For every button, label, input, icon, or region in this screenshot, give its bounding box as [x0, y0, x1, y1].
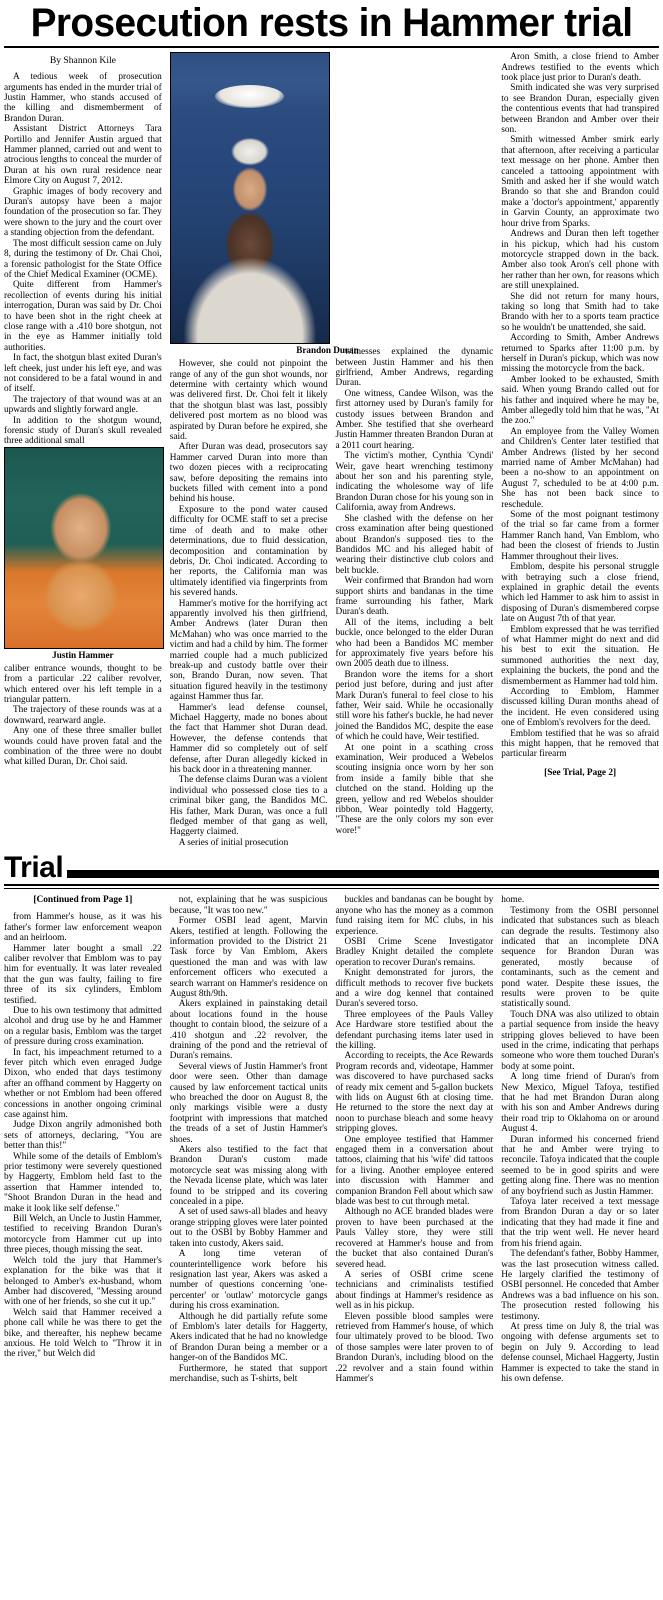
- brandon-duran-photo: [170, 52, 330, 344]
- paragraph: Emblom testified that he was so afraid this might happen, that he removed that particular firearm: [501, 728, 659, 760]
- continuation-header: [4, 851, 659, 885]
- jump-line[interactable]: [See Trial, Page 2]: [544, 767, 617, 778]
- paragraph: According to receipts, the Ace Rewards Program records and, videotape, Hammer was discovered to have purchased sacks of ready mix cement and 5-gallon buckets with lids on August 6th at closing time. He returned to the store the next day at noon to purchase bleach and some heavy stripping gloves.: [335, 1051, 494, 1135]
- headline-rule: [4, 46, 659, 48]
- paragraph: Welch told the jury that Hammer's explanation for the bike was that it belonged to Amber's ex-husband, whom Amber had discovered, "Messing around with one of her friends, so she cut it up.": [4, 1255, 162, 1308]
- paragraph: Former OSBI lead agent, Marvin Akers, testified at length. Following the information provided to the District 21 Task force by Van Emblom, Akers questioned the man and was with law enforcement officers who executed a search warrant on Hammer's residence on August 8th/9th.: [169, 916, 328, 999]
- continued-column-3: [336, 895, 494, 1384]
- paragraph: The trajectory of that wound was at an upwards and slightly forward angle.: [4, 394, 162, 416]
- paragraph: Knight demonstrated for jurors, the difficult methods to recover five buckets and a wire dog kennel that contained Duran's severed torso.: [335, 968, 494, 1010]
- paragraph: A long time veteran of counterintelligence work before his resignation last year, Akers was asked a number of questions concerning 'one-percenter' or 'outlaw' motorcycle gangs during his cross examination.: [169, 1249, 328, 1312]
- paragraph: While some of the details of Emblom's prior testimony were severely questioned by Haggerty, Emblom held fast to the assertion that Hammer intended to, "Shoot Brandon Duran in the head and make it look like self defense.": [4, 1151, 162, 1214]
- paragraph: The defense claims Duran was a violent individual who possessed close ties to a criminal biker gang, the Bandidos MC. His father, Mark Duran, was once a full fledged member of that gang as well, Haggerty claimed.: [169, 775, 328, 838]
- paragraph: According to Smith, Amber Andrews returned to Sparks after 11:00 p.m. by herself in Duran's pickup, which was now missing the motorcycle from the back.: [501, 333, 659, 375]
- paragraph: A series of initial prosecution: [178, 837, 289, 848]
- paragraph: OSBI Crime Scene Investigator Bradley Knight detailed the complete operation to recover Duran's remains.: [335, 936, 494, 968]
- paragraph: Emblom, despite his personal struggle with betraying such a close friend, explained in graphic detail the events which led Hammer to ask him to assist in disposing of Duran's dismembered corpse late on August 7th of that year.: [501, 562, 659, 625]
- paragraph: She did not return for many hours, taking so long that Smith had to take Brando with her to a sports team practice so he wouldn't be unattended, she said.: [501, 291, 659, 333]
- paragraph: Quite different from Hammer's recollection of events during his initial interrogation, Duran was said by Dr. Choi to have been shot in the right cheek at close range with a .410 bore shotgun, not in the eye as Hammer initially told authorities.: [4, 280, 162, 353]
- paragraph: Akers explained in painstaking detail about locations found in the house thought to contain blood, the seizure of a .410 shotgun and .22 revolver, the draining of the pond and the retrieval of Duran's remains.: [169, 999, 328, 1062]
- paragraph: She clashed with the defense on her cross examination after being questioned about Brandon's supposed ties to the Bandidos MC and his alleged habit of wearing their distinctive club colors and belt buckle.: [335, 513, 494, 576]
- paragraph: home.: [501, 895, 525, 906]
- byline: By Shannon Kile: [49, 55, 116, 67]
- paragraph: Although he did partially refute some of Emblom's later details for Haggerty, Akers indicated that he had no knowledge of Brandon Duran being a member or a hanger-on of the Bandidos MC.: [169, 1311, 328, 1364]
- paragraph: In fact, the shotgun blast exited Duran's left cheek, just under his left eye, and was not considered to be a fatal wound in and of itself.: [4, 353, 162, 395]
- continued-column-4: [501, 895, 659, 1384]
- paragraph: Some of the most poignant testimony of the trial so far came from a former Hammer Ranch hand, Van Emblom, who had been the closest of friends to Justin Hammer throughout their lives.: [501, 510, 659, 562]
- paragraph: Weir confirmed that Brandon had worn support shirts and bandanas in the time frame surrounding his father, Mark Duran's death.: [335, 576, 494, 618]
- paragraph: A set of used saws-all blades and heavy orange stripping gloves were later pointed out to the OSBI by Bobby Hammer and taken into custody, Akers said.: [169, 1207, 328, 1249]
- paragraph: However, she could not pinpoint the range of any of the gun shot wounds, nor determine with certainty which wound was delivered first. Dr. Choi felt it likely that the shotgun blast was last, possibly delivered post mortem as no blood was aspirated by Duran before he expired, she said.: [169, 359, 328, 443]
- paragraph: Smith indicated she was very surprised to see Brandon Duran, especially given the contentious events that had transpired between Brandon and Amber over their son.: [501, 83, 659, 136]
- paragraph: Akers also testified to the fact that Brandon Duran's custom made motorcycle seat was missing along with the Nevada license plate, which was later found to be stripped and its covering concealed in a pipe.: [169, 1145, 328, 1208]
- paragraph: Emblom expressed that he was terrified of what Hammer might do next and did his best to exit the situation. He summoned authorities the next day, explaining the buckets, the pond and the dismemberment as Hammer had told him.: [501, 624, 659, 687]
- paragraph: Judge Dixon angrily admonished both sets of attorneys, declaring, "You are better than this!": [4, 1120, 162, 1152]
- paragraph: Brandon wore the items for a short period just before, during and just after Mark Duran's funeral to feel close to his father, Weir said. While he occasionally still wore his father's buckle, he had never joined the Bandidos MC, despite the ease of which he could have, Weir testified.: [335, 669, 494, 743]
- paragraph: The victim's mother, Cynthia 'Cyndi' Weir, gave heart wrenching testimony about her son and his parenting style, indicating the wholesome way of life Brandon Duran chose for his young son in California, away from Andrews.: [335, 451, 494, 514]
- continuation-columns: [4, 895, 659, 1384]
- paragraph: Due to his own testimony that admitted alcohol and drug use by he and Hammer on a regular basis, Emblom was the target of pressure during cross examination.: [4, 1005, 162, 1048]
- story-column-3: [336, 52, 494, 836]
- paragraph: According to Emblom, Hammer discussed killing Duran months ahead of the incident. He even considered using one of Emblom's revolvers for the deed.: [501, 686, 659, 729]
- paragraph: An employee from the Valley Women and Children's Center later testified that Amber Andrews (listed by her second married name of Amber McMahan) had been a no-show to an appointment on August 7, scheduled to be at 4:00 p.m. She has not been back since to reschedule.: [501, 426, 659, 510]
- paragraph: Assistant District Attorneys Tara Portillo and Jennifer Austin argued that Hammer planned, carried out and went to atrocious lengths to conceal the murder of Duran at his own rural residence near Elmore City on August 7, 2012.: [4, 124, 162, 187]
- paragraph: A series of OSBI crime scene technicians and criminalists testified about findings at Hammer's residence as well as in his pickup.: [335, 1269, 494, 1312]
- paragraph: At one point in a scathing cross examination, Weir produced a Webelos scouting insignia once worn by her son from inside a family bible that she clutched on the stand. Holding up the green, yellow and red Webelos shoulder ribbon, Wear pointedly told Haggerty, "These are the only colors my son ever wore!": [335, 742, 494, 836]
- story-column-1: [4, 52, 162, 768]
- paragraph: A long time friend of Duran's from New Mexico, Miguel Tafoya, testified that he had met Brandon Duran along with his son and Amber Andrews during their road trip to Oklahoma on or around August 4.: [501, 1072, 659, 1135]
- paragraph: The defendant's father, Bobby Hammer, was the last prosecution witness called. He largely clarified the testimony of OSBI personnel. He conceded that Amber Andrews was a bad influence on his son. The prosecution rested following his testimony.: [501, 1249, 659, 1322]
- section-title: Trial: [4, 851, 64, 885]
- continued-from-label: [Continued from Page 1]: [33, 895, 133, 906]
- paragraph: witnesses explained the dynamic between Justin Hammer and his then girlfriend, Amber Andrews, regarding Duran.: [335, 347, 494, 389]
- paragraph: Duran informed his concerned friend that he and Amber were trying to reconcile. Tafoya indicated that the couple seemed to be in good spirits and were getting along fine. There was no mention of any boyfriend such as Justin Hammer.: [501, 1134, 659, 1197]
- story-column-2: [169, 52, 359, 848]
- section-bar: [67, 870, 659, 878]
- paragraph: The most difficult session came on July 8, during the testimony of Dr. Chai Choi, a forensic pathologist for the State Office of the Chief Medical Examiner (OCME).: [4, 238, 162, 280]
- paragraph: Several views of Justin Hammer's front door were seen. Other than damage caused by law enforcement tactical units who breached the door on August 8, the only markings visible were a dusty footprint with impressions that matched the treads of a set of Justin Hammer's shoes.: [169, 1061, 328, 1145]
- photo-caption: Justin Hammer: [52, 649, 114, 660]
- paragraph: One witness, Candee Wilson, was the first attorney used by Duran's family for custody issues between Brandon and Amber. She testified that she overheard Justin Hammer threaten Brandon Duran at a 2011 court hearing.: [335, 388, 494, 451]
- paragraph: Bill Welch, an Uncle to Justin Hammer, testified to receiving Brandon Duran's motorcycle from Hammer cut up into three pieces, though missing the seat.: [4, 1214, 162, 1256]
- paragraph: Graphic images of body recovery and Duran's autopsy have been a major foundation of the prosecution so far. They were shown to the jury and the court over a standing objection from the defendant.: [4, 186, 162, 239]
- paragraph: A tedious week of prosecution arguments has ended in the murder trial of Justin Hammer, who stands accused of the killing and dismemberment of Brandon Duran.: [4, 72, 162, 124]
- paragraph: All of the items, including a belt buckle, once belonged to the elder Duran who had been a Bandidos MC member for approximately five years before his own 2005 death due to illness.: [335, 617, 494, 670]
- paragraph: buckles and bandanas can be bought by anyone who has the money as a common fund raising item for MC clubs, in his experience.: [335, 895, 494, 937]
- paragraph: Hammer later bought a small .22 caliber revolver that Emblom was to pay him for eventually. It was later revealed that the gun was faulty, failing to fire three of its six cylinders, Emblom testified.: [4, 943, 162, 1006]
- paragraph: Eleven possible blood samples were retrieved from Hammer's house, of which four ultimately proved to be blood. Two of those samples were later proven to of Brandon Duran's, including blood on the .22 revolver and a stain found within Hammer's: [335, 1311, 494, 1384]
- paragraph: Andrews and Duran then left together in his pickup, which had his custom motorcycle strapped down in the back. Amber also took Aron's cell phone with her rather than her own, for reasons which are still unexplained.: [501, 229, 659, 292]
- paragraph: Smith witnessed Amber smirk early that afternoon, after receiving a particular text message on her phone. Amber then canceled a tattooing appointment with Smith and asked her if she would watch Brando so that she and Brandon could make a 'doctor's appointment,' apparently in Garvin County, an approximate two hour drive from Sparks.: [501, 135, 659, 229]
- paragraph: Touch DNA was also utilized to obtain a partial sequence from inside the heavy stripping gloves believed to have been used in the crime, indicating that perhaps someone who wore them touched Duran's body at some point.: [501, 1009, 659, 1072]
- paragraph: At press time on July 8, the trial was ongoing with defense arguments set to begin on July 9. According to lead defense counsel, Michael Haggerty, Justin Hammer is expected to take the stand in his own defense.: [501, 1321, 659, 1384]
- paragraph: caliber entrance wounds, thought to be from a particular .22 caliber revolver, which entered over his left temple in a triangular pattern.: [4, 663, 162, 706]
- photo-caption: Brandon Duran: [296, 345, 359, 356]
- paragraph: After Duran was dead, prosecutors say Hammer carved Duran into more than two dozen pieces with a reciprocating saw, before depositing the remains into buckets filled with cement into a pond behind his house.: [169, 442, 328, 505]
- paragraph: Three employees of the Pauls Valley Ace Hardware store testified about the defendant purchasing items later used in the killing.: [335, 1009, 494, 1051]
- continued-column-2: [170, 895, 328, 1384]
- paragraph: Although no ACE branded blades were proven to have been purchased at the Pauls Valley store, they were still recovered at Hammer's house and from the bucket that also contained Duran's severed head.: [335, 1207, 494, 1270]
- continued-column-1: [4, 895, 162, 1359]
- paragraph: Any one of these three smaller bullet wounds could have proven fatal and the combination of the three were no doubt what killed Duran, Dr. Choi said.: [4, 726, 162, 768]
- paragraph: Welch said that Hammer received a phone call while he was there to get the bike, and thereafter, his nephew became anxious. He told Welch to "Throw it in the river," but Welch did: [4, 1307, 162, 1360]
- paragraph: The trajectory of these rounds was at a downward, rearward angle.: [4, 705, 162, 726]
- paragraph: Hammer's lead defense counsel, Michael Haggerty, made no bones about the fact that Hammer shot Duran dead. However, the defense contends that Hammer did so completely out of self defense, after Duran allegedly kicked in his back door in a threatening manner.: [169, 702, 328, 776]
- paragraph: One employee testified that Hammer engaged them in a conversation about tattoos, claiming that his 'wife' did tattoos for a living. Another employee entered into discussion with Hammer and companion Brandon Fell about which saw blade was best to cut through metal.: [335, 1134, 494, 1208]
- paragraph: Amber looked to be exhausted, Smith said. When young Brando called out for his father and inquired where he may be, Amber allegedly told him that he was, "At the zoo.": [501, 374, 659, 427]
- paragraph: not, explaining that he was suspicious because, "It was too new.": [169, 895, 328, 916]
- paragraph: In fact, his impeachment returned to a fever pitch which even enraged Judge Dixon, who ended that days testimony after an offhand comment by Haggerty on whether or not Emblom had been offered concessions in another ongoing criminal case against him.: [4, 1047, 162, 1120]
- paragraph: from Hammer's house, as it was his father's former law enforcement weapon and an heirloom.: [4, 912, 162, 944]
- section-rule: [4, 884, 659, 889]
- justin-hammer-photo: [4, 447, 164, 649]
- paragraph: Tafoya later received a text message from Brandon Duran a day or so later indicating that they had made it fine and that the trip went well. He never heard from his friend again.: [501, 1197, 659, 1249]
- paragraph: Exposure to the pond water caused difficulty for OCME staff to set a precise time of death and to make other determinations, due to fluid dessication, decomposition and contamination by debris, Dr. Choi indicated. According to her reports, the California man was ultimately identified via fingerprints from his severed hands.: [169, 504, 328, 599]
- paragraph: Aron Smith, a close friend to Amber Andrews testified to the events which took place just prior to Duran's death.: [501, 52, 659, 83]
- top-story-columns: [4, 52, 659, 848]
- paragraph: Hammer's motive for the horrifying act apparently involved his then girlfriend, Amber Andrews (later Duran then McMahan) who was once married to the victim and had a child by him. The former married couple had a much publicized break-up and custody battle over their son, Brando Duran, now seven. That situation figured heavily in the testimony against Hammer thus far.: [169, 598, 328, 703]
- story-column-4: [501, 52, 659, 778]
- photo-spacer: [336, 52, 494, 347]
- page-title: Prosecution rests in Hammer trial: [30, 1, 633, 45]
- paragraph: Testimony from the OSBI personnel indicated that substances such as bleach can degrade the results. Testimony also indicated that an incomplete DNA sequence for Brandon Duran was generated, mostly because of contaminants, such as the cement and pond water. Despite these issues, the results were proven to be quite statistically sound.: [501, 905, 659, 1010]
- paragraph: Furthermore, he stated that support merchandise, such as T-shirts, belt: [169, 1363, 328, 1384]
- paragraph: In addition to the shotgun wound, forensic study of Duran's skull revealed three additional small: [4, 415, 162, 447]
